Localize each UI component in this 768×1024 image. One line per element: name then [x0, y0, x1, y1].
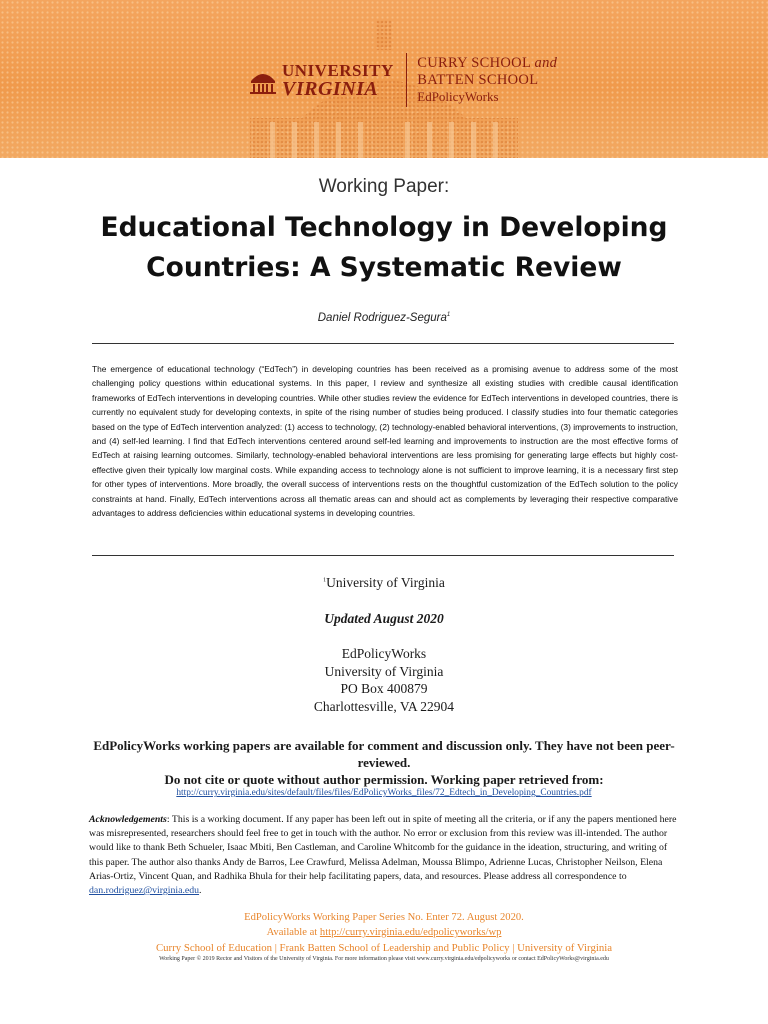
uva-wordmark	[282, 62, 394, 99]
divider-top	[92, 343, 674, 344]
school-wordmark	[417, 55, 557, 105]
author-footnote-mark: 1	[446, 312, 451, 319]
address-line1: EdPolicyWorks	[341, 646, 427, 661]
address-line2: University of Virginia	[324, 663, 444, 679]
school-line3: EdPolicyWorks	[417, 89, 499, 105]
school-and: and	[534, 55, 558, 72]
footer-wp-link[interactable]: http://curry.virginia.edu/edpolicyworks/wp	[319, 927, 502, 938]
acknowledgements-label: Acknowledgements	[89, 814, 167, 825]
correspondence-email-link[interactable]: dan.rodriguez@virginia.edu	[89, 885, 200, 897]
acknowledgements	[89, 813, 679, 898]
divider-bottom	[92, 555, 674, 556]
paper-url-link[interactable]: http://curry.virginia.edu/sites/default/files/files/EdPolicyWorks_files/72_Edtech_in_Developing_Countries.pdf	[176, 788, 592, 798]
footer-schools: Curry School of Education | Frank Batten School of Leadership and Public Policy | University of Virginia	[155, 942, 613, 954]
copyright-line: Working Paper © 2019 Rector and Visitors of the University of Virginia. For more information please visit www.curry.virginia.edu/edpolicyworks or contact EdPolicyWorks@virginia.edu	[159, 956, 609, 962]
affiliation-mark: 1	[323, 577, 327, 584]
footer-available	[0, 926, 768, 940]
footer-available-prefix: Available at	[266, 927, 320, 938]
abstract: The emergence of educational technology (“EdTech”) in developing countries has been received as a promising avenue to address some of the most challenging policy questions within educational systems. In this paper, I review and synthesize all existing studies with credible causal identification frameworks of EdTech interventions in developing countries. While other studies review the evidence for EdTech interventions in developed countries, there is currently no equivalent study for developing contexts, in spite of the rising number of studies being produced. I classify studies into four thematic categories based on the type of EdTech intervention analyzed: (1) access to technology, (2) technology-enabled behavioral interventions, (3) improvements to instruction, and (4) self-led learning. I find that EdTech interventions centered around self-led learning and improvements to instruction are the most effective forms of EdTech at raising learning outcomes. Similarly, technology-enabled behavioral interventions are less promising for generating large effects but highly cost-effective given their typically low marginal costs. While expanding access to technology alone is not sufficient to improve learning, it is a necessary first step for other types of interventions. More broadly, the overall success of interventions rests on the thoughtful customization of the EdTech solution to the policy constraints at hand. Finally, EdTech interventions across all thematic areas can and should act as complements by leveraging their respective comparative advantages to address deficiencies within educational systems in developing countries.	[92, 364, 678, 519]
mailing-address	[0, 645, 768, 715]
rotunda-icon	[248, 65, 278, 95]
acknowledgements-end: .	[199, 885, 202, 897]
notice-line1: EdPolicyWorks working papers are available for comment and discussion only. They have not been peer-reviewed.	[93, 738, 675, 770]
school-line1: CURRY SCHOOL	[417, 55, 531, 72]
affiliation-text: University of Virginia	[326, 575, 445, 590]
school-line2: BATTEN SCHOOL	[417, 72, 539, 89]
uva-curry-batten-logo	[248, 50, 557, 110]
acknowledgements-text: : This is a working document. If any paper has been left out in spite of meeting all the criteria, or if any the papers mentioned here was misrepresented, researchers should feel free to get in touch with the author. No error or exclusion from this review was ill-intended. The author would like to thank Beth Schueler, Isaac Mbiti, Ben Castleman, and Caroline Whitcomb for the guidance in the ideation, structuring, and writing of this paper. The author also thanks Andy de Barros, Lee Crawfurd, Melissa Adelman, Moussa Blimpo, Adrienne Lucas, Christopher Neilson, Elena Arias-Ortiz, Vincent Quan, and Radhika Bhula for their help facilitating papers, data, and resources. Please address all correspondence to	[89, 814, 677, 882]
address-line4: Charlottesville, VA 22904	[313, 698, 455, 714]
paper-title: Educational Technology in Developing Countries: A Systematic Review	[100, 212, 668, 283]
affiliation	[0, 575, 768, 591]
uva-wordmark-line2: VIRGINIA	[282, 77, 379, 100]
working-paper-label: Working Paper:	[318, 176, 450, 197]
address-line3: PO Box 400879	[340, 681, 428, 696]
author-name	[0, 312, 768, 324]
header-banner	[0, 0, 768, 158]
availability-notice	[86, 737, 682, 788]
uva-wordmark-line1: UNIVERSITY	[282, 60, 394, 80]
author-name-text: Daniel Rodriguez-Segura	[317, 312, 447, 324]
updated-date: Updated August 2020	[324, 611, 444, 626]
logo-divider	[406, 53, 408, 107]
notice-line2: Do not cite or quote without author permission. Working paper retrieved from:	[164, 772, 604, 787]
footer-series: EdPolicyWorks Working Paper Series No. Enter 72. August 2020.	[244, 912, 524, 923]
